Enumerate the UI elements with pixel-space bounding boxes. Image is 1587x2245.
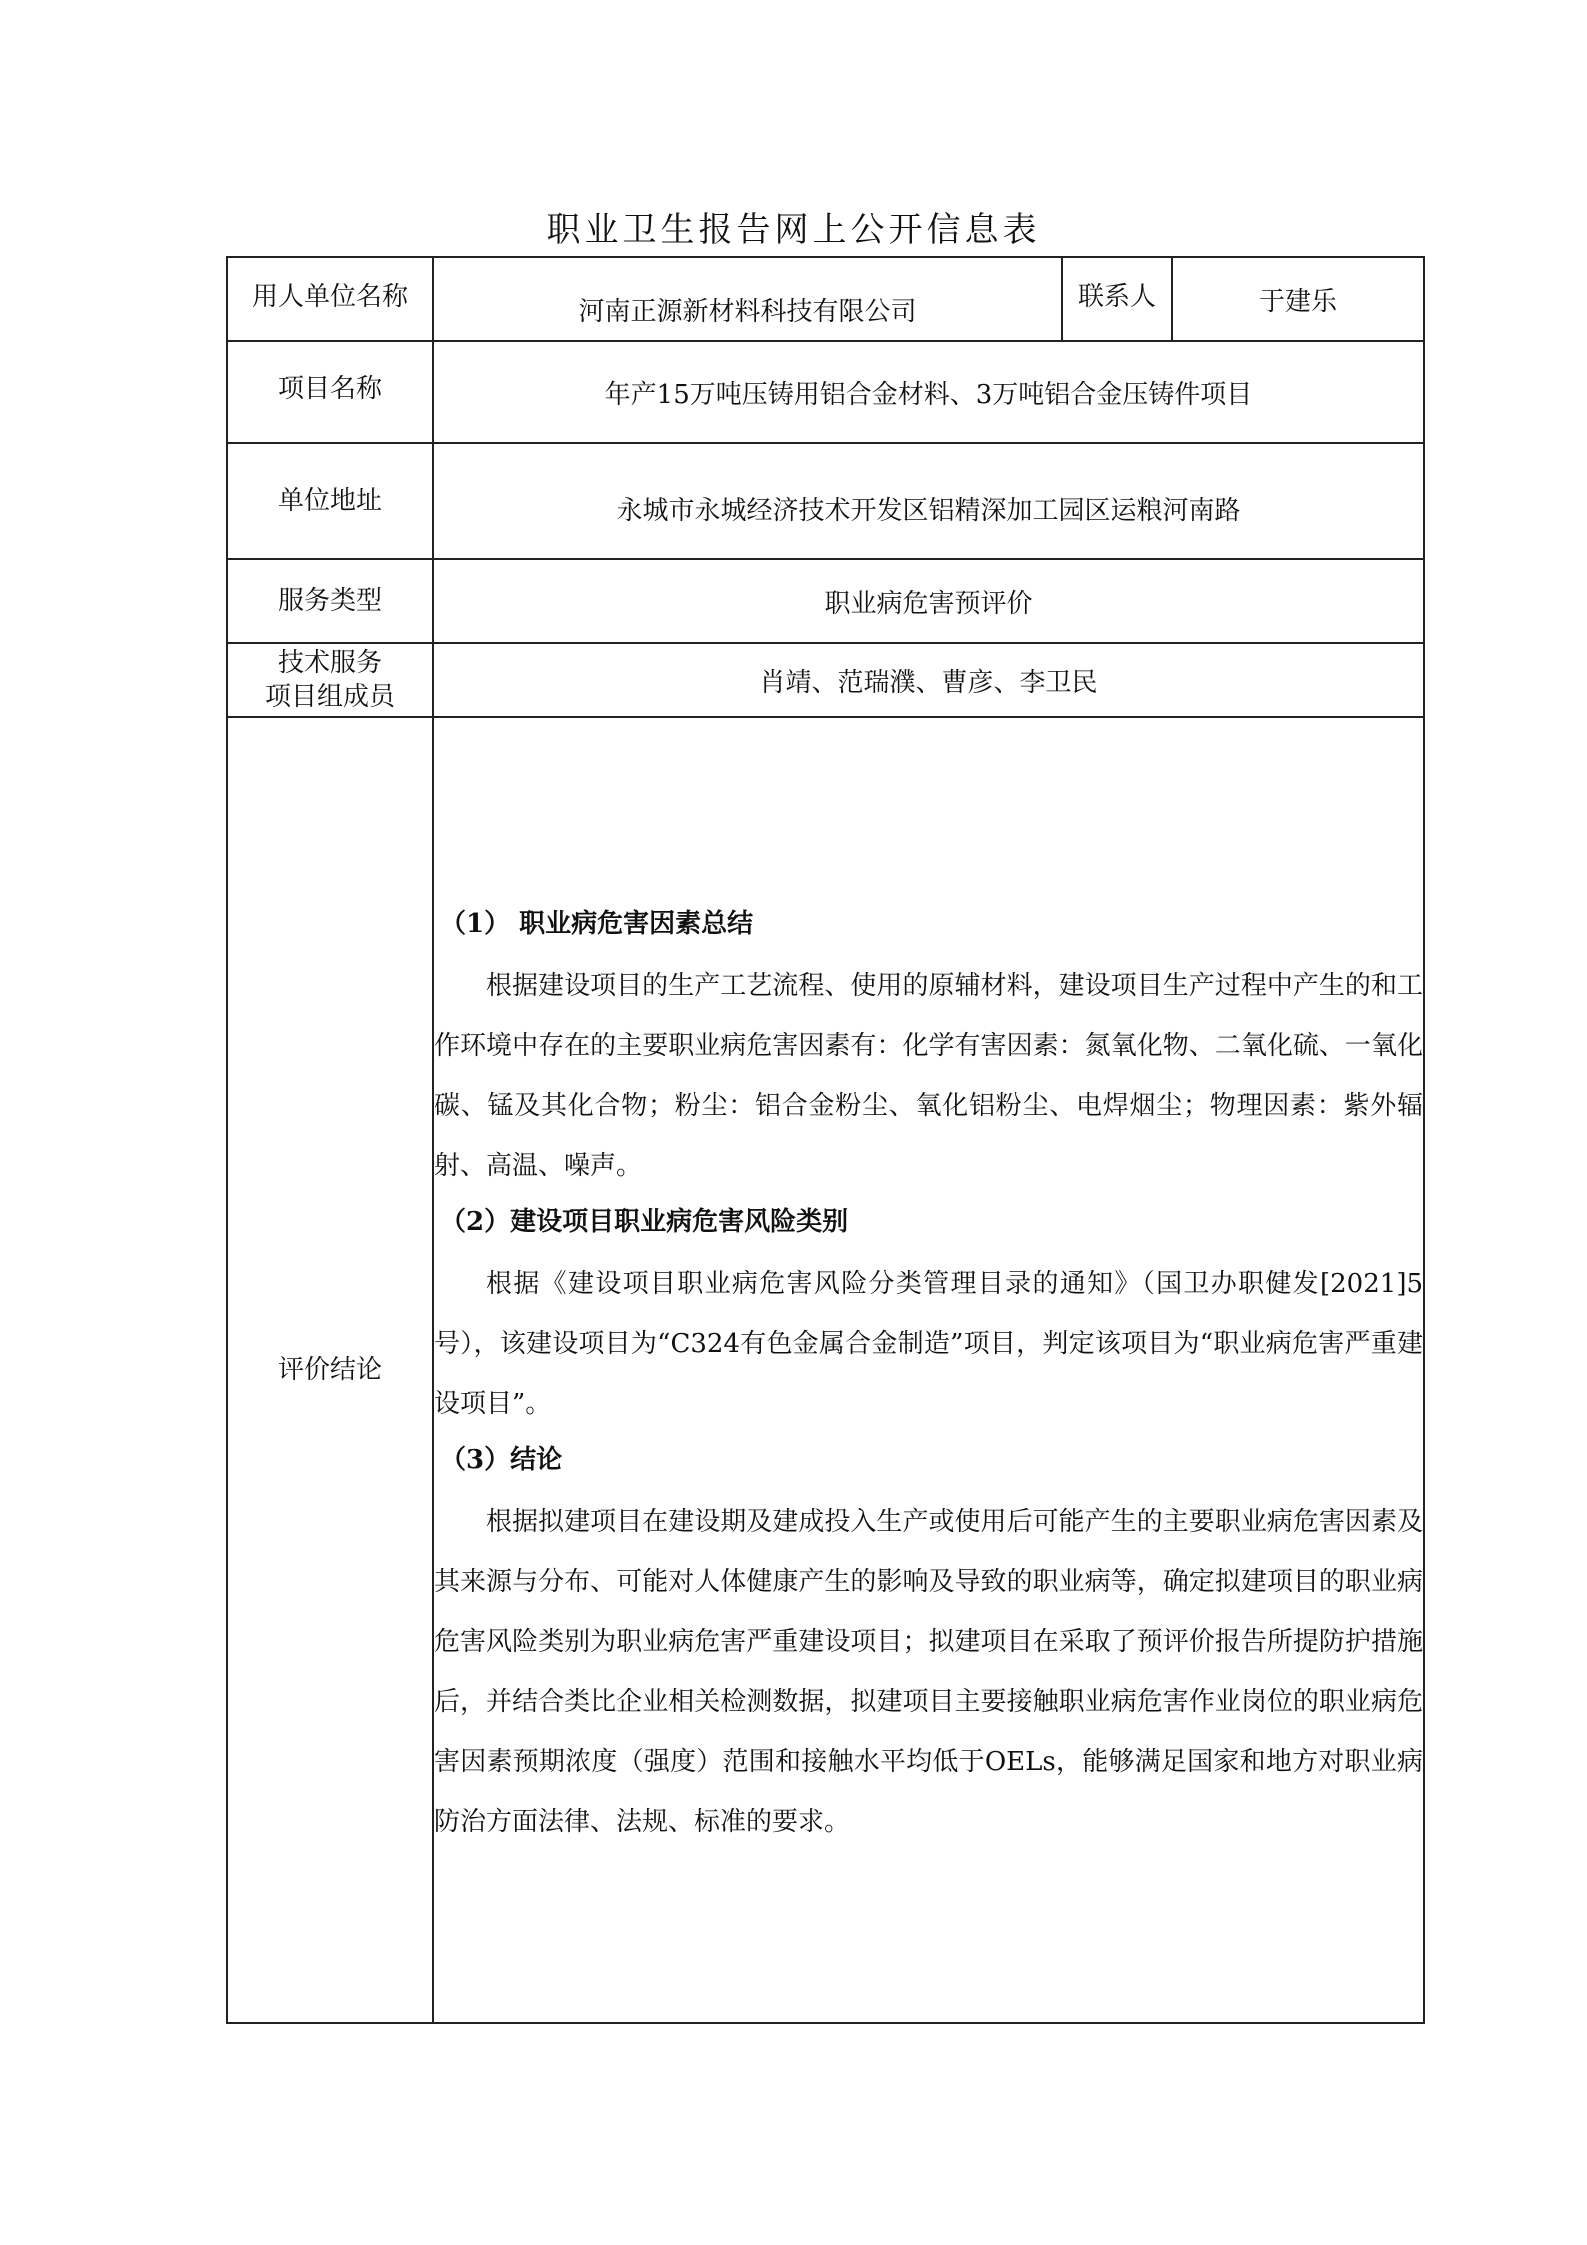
employer-label: 用人单位名称 [227,257,433,341]
service-label: 服务类型 [227,559,433,643]
project-value [433,341,1424,443]
section-text-1: 根据建设项目的生产工艺流程、使用的原辅材料，建设项目生产过程中产生的和工作环境中存在的主要职业病危害因素有：化学有害因素：氮氧化物、二氧化硫、一氧化碳、锰及其化合物；粉尘：铝合金粉尘、氧化铝粉尘、电焊烟尘；物理因素：紫外辐射、高温、噪声。 [434,971,1423,1181]
info-table [226,256,1425,2024]
row-conclusion [227,717,1424,2023]
project-label: 项目名称 [227,341,433,443]
row-members [227,643,1424,717]
members-label [227,643,433,717]
section-text-3: 根据拟建项目在建设期及建成投入生产或使用后可能产生的主要职业病危害因素及其来源与分布、可能对人体健康产生的影响及导致的职业病等，确定拟建项目的职业病危害风险类别为职业病危害严重建设项目；拟建项目在采取了预评价报告所提防护措施后，并结合类比企业相关检测数据，拟建项目主要接触职业病危害作业岗位的职业病危害因素预期浓度（强度）范围和接触水平均低于OELs，能够满足国家和地方对职业病防治方面法律、法规、标准的要求。 [434,1507,1423,1837]
contact-label: 联系人 [1062,257,1172,341]
row-project [227,341,1424,443]
project-value-text: 年产15万吨压铸用铝合金材料、3万吨铝合金压铸件项目 [604,379,1253,410]
row-address [227,443,1424,559]
section-text-2: 根据《建设项目职业病危害风险分类管理目录的通知》（国卫办职健发[2021]5号），该建设项目为“C324有色金属合金制造”项目，判定该项目为“职业病危害严重建设项目”。 [434,1269,1423,1419]
members-label-line1: 技术服务 [277,648,382,678]
contact-value: 于建乐 [1172,257,1424,341]
employer-value-text: 河南正源新材料科技有限公司 [578,297,917,327]
section-heading-2: （2）建设项目职业病危害风险类别 [440,1207,849,1237]
address-label: 单位地址 [227,443,433,559]
section-heading-1: （1） 职业病危害因素总结 [440,909,754,939]
address-value-text: 永城市永城经济技术开发区铝精深加工园区运粮河南路 [616,495,1241,526]
conclusion-body [433,717,1424,2023]
service-value: 职业病危害预评价 [433,559,1424,643]
section-heading-3: （3）结论 [440,1445,563,1475]
members-label-line2: 项目组成员 [264,682,395,712]
row-service [227,559,1424,643]
employer-value [433,257,1062,341]
conclusion-label: 评价结论 [227,717,433,2023]
members-value: 肖靖、范瑞濮、曹彦、李卫民 [433,643,1424,717]
row-employer [227,257,1424,341]
page-title: 职业卫生报告网上公开信息表 [546,210,1041,250]
conclusion-content [434,882,1423,1852]
address-value [433,443,1424,559]
